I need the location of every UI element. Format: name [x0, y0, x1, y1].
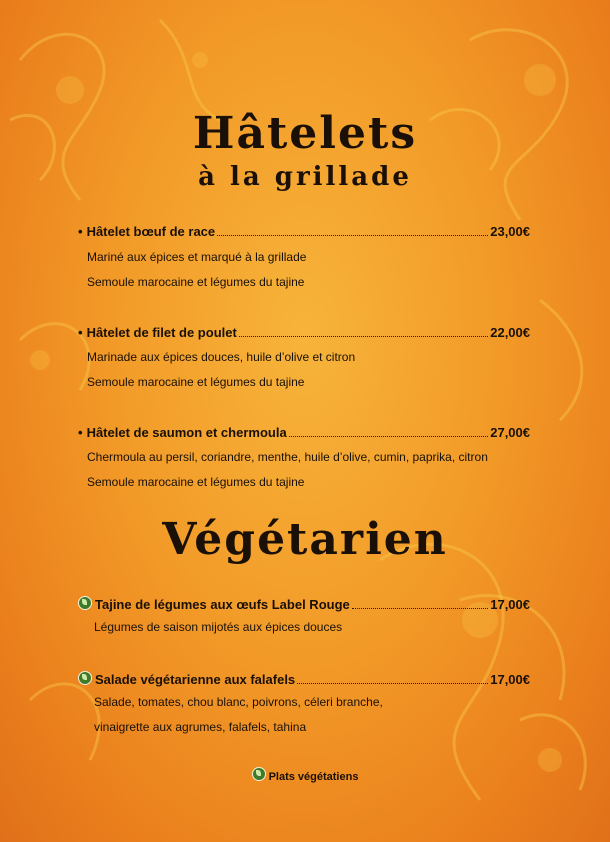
leader-dots — [289, 426, 489, 437]
legend-label: Plats végétatiens — [268, 771, 359, 783]
item-description: Légumes de saison mijotés aux épices douces — [94, 620, 343, 634]
section-title-hatelets: Hâtelets — [192, 108, 418, 159]
item-description: Semoule marocaine et légumes du tajine — [87, 375, 305, 389]
leader-dots — [352, 598, 488, 609]
item-description: Chermoula au persil, coriandre, menthe, huile d’olive, cumin, paprika, citron — [87, 450, 488, 464]
item-name: Salade végétarienne aux falafels — [95, 672, 296, 687]
section-subtitle: à la grillade — [198, 162, 412, 192]
menu-item — [78, 670, 530, 687]
vegetarian-legend — [0, 766, 610, 783]
vegetarian-leaf-icon — [78, 671, 92, 685]
bullet-icon: • — [78, 224, 83, 239]
vegetarian-leaf-icon — [78, 596, 92, 610]
leader-dots — [239, 326, 488, 337]
item-name: Hâtelet de filet de poulet — [86, 325, 237, 340]
item-price: 27,00€ — [490, 425, 530, 440]
menu-item — [78, 325, 530, 340]
menu-item — [78, 425, 530, 440]
item-description: Semoule marocaine et légumes du tajine — [87, 275, 305, 289]
leader-dots — [217, 225, 488, 236]
bullet-icon: • — [78, 325, 83, 340]
bullet-icon: • — [78, 425, 83, 440]
section-title-vegetarien: Végétarien — [162, 514, 448, 565]
menu-item — [78, 595, 530, 612]
item-price: 22,00€ — [490, 325, 530, 340]
item-name: Tajine de légumes aux œufs Label Rouge — [95, 597, 350, 612]
vegetarian-leaf-icon — [252, 767, 266, 781]
item-name: Hâtelet de saumon et chermoula — [86, 425, 287, 440]
item-description: Salade, tomates, chou blanc, poivrons, céleri branche, — [94, 695, 383, 709]
item-price: 17,00€ — [490, 597, 530, 612]
menu-item — [78, 224, 530, 239]
item-name: Hâtelet bœuf de race — [86, 224, 216, 239]
item-description: Mariné aux épices et marqué à la grillade — [87, 250, 307, 264]
item-price: 23,00€ — [490, 224, 530, 239]
item-description: vinaigrette aux agrumes, falafels, tahina — [94, 720, 307, 734]
item-description: Semoule marocaine et légumes du tajine — [87, 475, 305, 489]
item-description: Marinade aux épices douces, huile d’olive et citron — [87, 350, 356, 364]
leader-dots — [297, 673, 488, 684]
item-price: 17,00€ — [490, 672, 530, 687]
